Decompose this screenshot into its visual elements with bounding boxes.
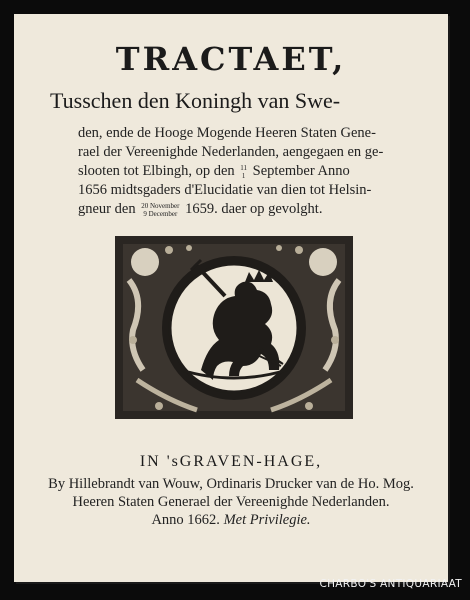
lion-crest-emblem	[109, 230, 359, 425]
fraction-top: 20 November	[141, 201, 180, 210]
fraction-bottom: 1	[241, 171, 246, 180]
body-line-3	[78, 163, 350, 180]
imprint-line-3	[14, 512, 448, 529]
body-line-1: den, ende de Hooge Mogende Heeren Staten Gene-	[78, 125, 376, 141]
date-fraction-1	[240, 164, 247, 180]
imprint-place: IN 'sGRAVEN-HAGE,	[139, 453, 323, 470]
document-title: TRACTAET,	[115, 40, 347, 78]
body-line-5a: gneur den	[78, 201, 136, 217]
date-fraction-2	[141, 202, 179, 218]
document-subtitle: Tusschen den Koningh van Swe-	[50, 88, 341, 113]
document-page	[14, 14, 448, 582]
fraction-bottom: 9 December	[143, 209, 178, 218]
imprint-privilege: Met Privilegie.	[223, 512, 311, 528]
imprint-line-1: By Hillebrandt van Wouw, Ordinaris Drucker van de Ho. Mog.	[48, 476, 414, 492]
fraction-top: 11	[240, 163, 248, 172]
body-line-5	[78, 201, 322, 218]
body-line-5b: 1659. daer op gevolght.	[185, 201, 323, 217]
imprint-year: Anno 1662.	[151, 512, 220, 528]
body-line-3b: September Anno	[252, 163, 350, 179]
body-line-3a: slooten tot Elbingh, op den	[78, 163, 235, 179]
body-line-4: 1656 midtsgaders d'Elucidatie van dien tot Helsin-	[78, 182, 372, 198]
watermark-text: CHARBO'S ANTIQUARIAAT	[319, 578, 462, 590]
imprint-line-2: Heeren Staten Generael der Vereenighde Nederlanden.	[72, 494, 390, 510]
body-line-2: rael der Vereenighde Nederlanden, aengegaen en ge-	[78, 144, 384, 160]
